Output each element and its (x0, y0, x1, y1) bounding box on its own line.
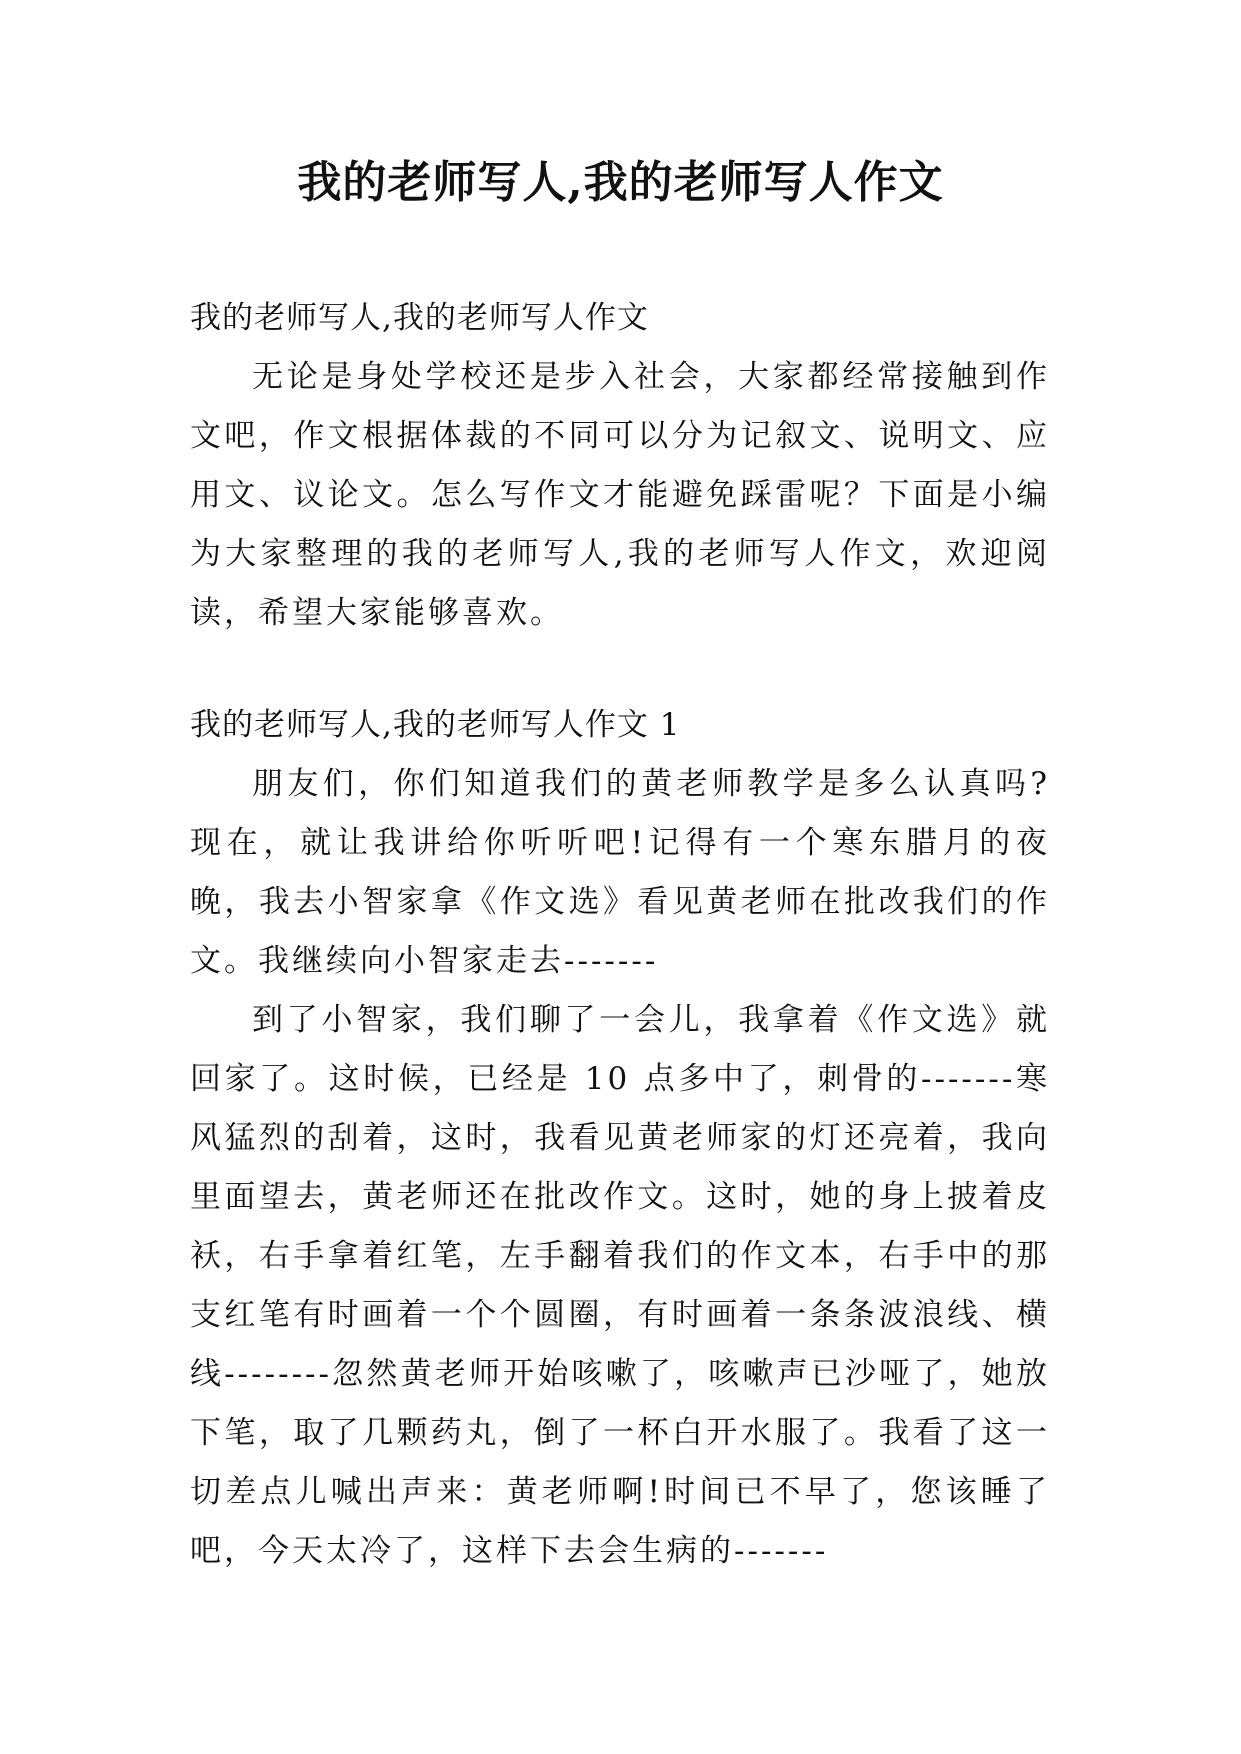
section-spacer (190, 643, 1050, 695)
section-heading: 我的老师写人,我的老师写人作文 1 (190, 707, 681, 743)
intro-heading: 我的老师写人,我的老师写人作文 (190, 300, 649, 336)
section-paragraph-1: 朋友们，你们知道我们的黄老师教学是多么认真吗?现在，就让我讲给你听听吧!记得有一个寒东腊月的夜晚，我去小智家拿《作文选》看见黄老师在批改我们的作文。我继续向小智家走去------- (190, 766, 1050, 979)
section-paragraph-2: 到了小智家，我们聊了一会儿，我拿着《作文选》就回家了。这时候，已经是 10 点多中了，刺骨的-------寒风猛烈的刮着，这时，我看见黄老师家的灯还亮着，我向里面望去，黄老师还在批改作文。这时，她的身上披着皮袄，右手拿着红笔，左手翻着我们的作文本，右手中的那支红笔有时画着一个个圆圈，有时画着一条条波浪线、横线--------忽然黄老师开始咳嗽了，咳嗽声已沙哑了，她放下笔，取了几颗药丸，倒了一杯白开水服了。我看了这一切差点儿喊出声来：黄老师啊!时间已不早了，您该睡了吧，今天太冷了，这样下去会生病的------- (190, 1002, 1050, 1569)
document-body (190, 288, 1050, 1581)
document-title: 我的老师写人,我的老师写人作文 (297, 157, 944, 208)
intro-paragraph: 无论是身处学校还是步入社会，大家都经常接触到作文吧，作文根据体裁的不同可以分为记叙文、说明文、应用文、议论文。怎么写作文才能避免踩雷呢？下面是小编为大家整理的我的老师写人,我的老师写人作文，欢迎阅读，希望大家能够喜欢。 (190, 359, 1050, 631)
